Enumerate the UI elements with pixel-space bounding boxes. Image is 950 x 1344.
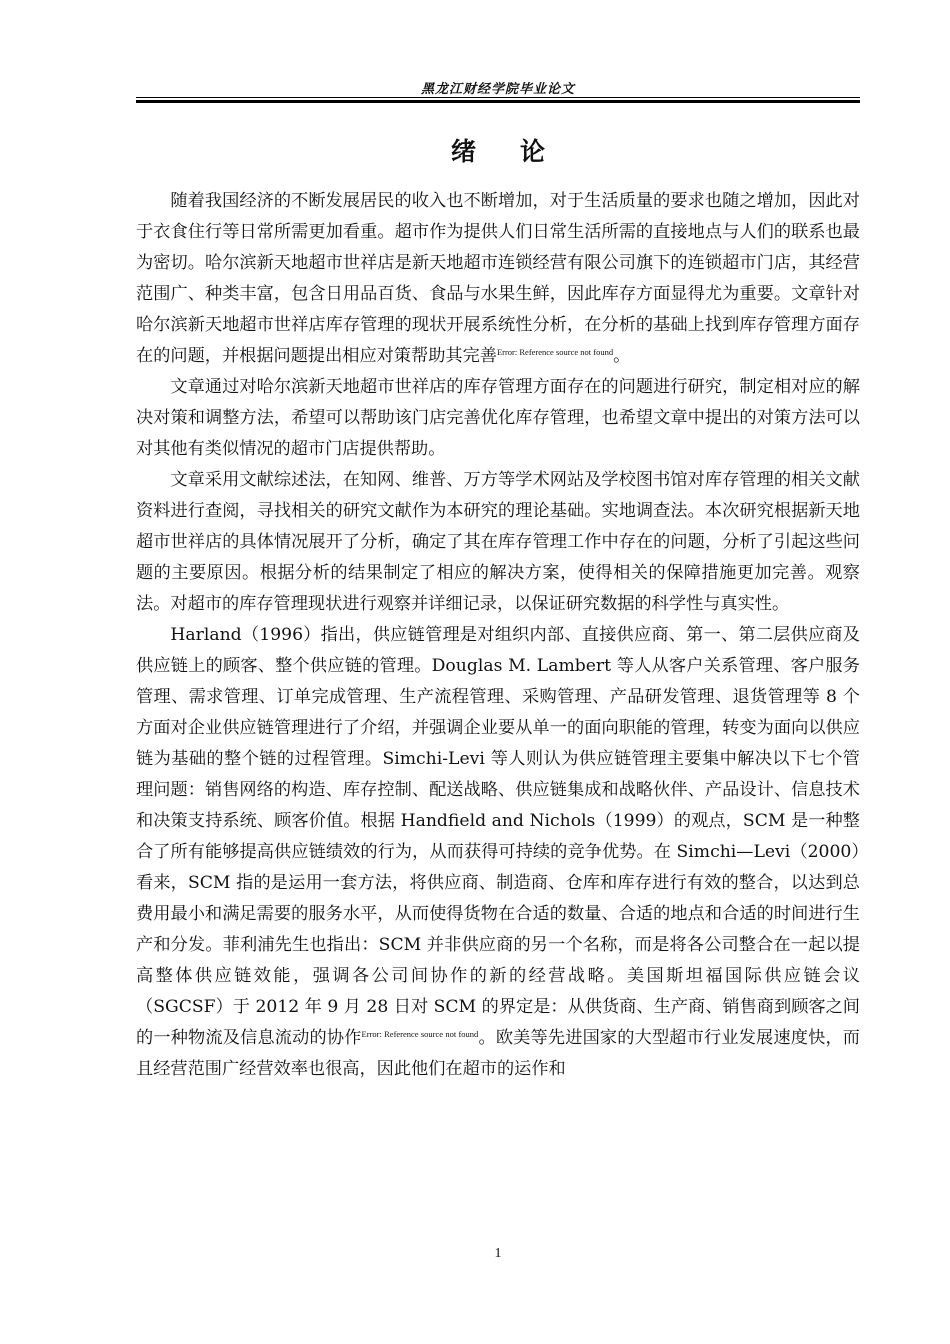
page-header-title: 黑龙江财经学院毕业论文 <box>420 82 575 97</box>
section-title: 绪论 <box>450 137 589 166</box>
paragraph-text: Harland（1996）指出，供应链管理是对组织内部、直接供应商、第一、第二层供应商及供应链上的顾客、整个供应链的管理。Douglas M. Lambert 等人从客户关系管理、客户服务管理、需求管理、订单完成管理、生产流程管理、采购管理、产品研发管理、退货管理等 8 个方面对企业供应链管理进行了介绍，并强调企业要从单一的面向职能的管理，转变为面向以供应链为基础的整个链的过程管理。Simchi-Levi 等人则认为供应链管理主要集中解决以下七个管理问题：销售网络的构造、库存控制、配送战略、供应链集成和战略伙伴、产品设计、信息技术和决策支持系统、顾客价值。根据 Handfield and Nichols（1999）的观点，SCM 是一种整合了所有能够提高供应链绩效的行为，从而获得可持续的竞争优势。在 Simchi—Levi（2000）看来，SCM 指的是运用一套方法，将供应商、制造商、仓库和库存进行有效的整合，以达到总费用最小和满足需要的服务水平，从而使得货物在合适的数量、合适的地点和合适的时间进行生产和分发。菲利浦先生也指出：SCM 并非供应商的另一个名称，而是将各公司整合在一起以提高整体供应链效能，强调各公司间协作的新的经营战略。美国斯坦福国际供应链会议（SGCSF）于 2012 年 9 月 28 日对 SCM 的界定是：从供货商、生产商、销售商到顾客之间的一种物流及信息流动的协作 <box>136 625 860 1048</box>
paragraph-2 <box>136 372 860 465</box>
reference-error: Error: Reference source not found <box>496 347 614 357</box>
paragraph-4 <box>136 620 860 1085</box>
header-rule-thin <box>136 97 860 98</box>
paragraph-text: 文章采用文献综述法，在知网、维普、万方等学术网站及学校图书馆对库存管理的相关文献资料进行查阅，寻找相关的研究文献作为本研究的理论基础。实地调查法。本次研究根据新天地超市世祥店的具体情况展开了分析，确定了其在库存管理工作中存在的问题，分析了引起这些问题的主要原因。根据分析的结果制定了相应的解决方案，使得相关的保障措施更加完善。观察法。对超市的库存管理现状进行观察并详细记录，以保证研究数据的科学性与真实性。 <box>136 470 860 614</box>
page-number: 1 <box>494 1246 502 1261</box>
paragraph-tail: 。欧美等先进国家的大型超市行业发展速度快，而且经营范围广经营效率也很高，因此他们在超市的运作和 <box>136 1028 860 1079</box>
paragraph-3 <box>136 465 860 620</box>
paragraph-text: 随着我国经济的不断发展居民的收入也不断增加，对于生活质量的要求也随之增加，因此对于衣食住行等日常所需更加看重。超市作为提供人们日常生活所需的直接地点与人们的联系也最为密切。哈尔滨新天地超市世祥店是新天地超市连锁经营有限公司旗下的连锁超市门店，其经营范围广、种类丰富，包含日用品百货、食品与水果生鲜，因此库存方面显得尤为重要。文章针对哈尔滨新天地超市世祥店库存管理的现状开展系统性分析，在分析的基础上找到库存管理方面存在的问题，并根据问题提出相应对策帮助其完善 <box>136 191 860 366</box>
reference-error: Error: Reference source not found <box>361 1029 479 1039</box>
header-rule-thick <box>136 100 860 103</box>
paragraph-text: 文章通过对哈尔滨新天地超市世祥店的库存管理方面存在的问题进行研究，制定相对应的解决对策和调整方法，希望可以帮助该门店完善优化库存管理，也希望文章中提出的对策方法可以对其他有类似情况的超市门店提供帮助。 <box>136 377 860 459</box>
paragraph-tail: 。 <box>613 346 631 366</box>
document-body <box>136 186 860 1085</box>
paragraph-1 <box>136 186 860 372</box>
